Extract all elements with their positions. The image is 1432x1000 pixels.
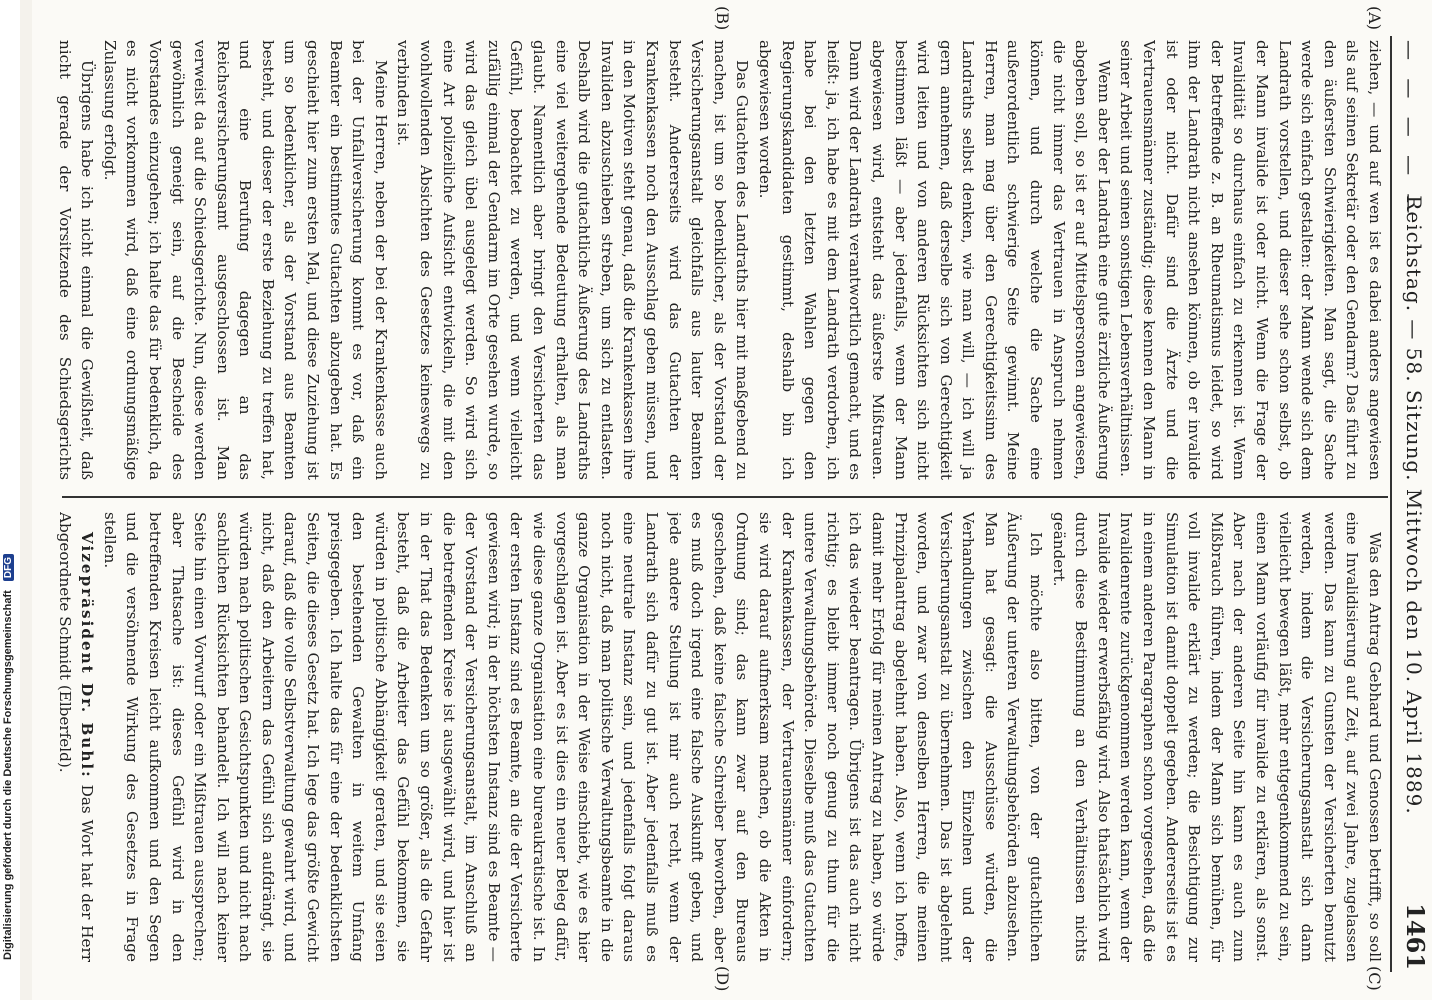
margin-marker-b: (B) [713,6,732,31]
page-number: 1461 [1401,903,1430,970]
speaker-paragraph [52,512,53,962]
margin-marker-d: (D) [713,966,732,992]
speaker-text: Das Wort hat der Herr Abgeordnete Schmidt (Elberfeld). [55,512,97,962]
paragraph: Das Gutachten des Landraths hier mit maßgebend zu machen, ist um so bedenklicher, als der Vorstand der Versicherungsanstalt gleichfalls aus lauter Beamten besteht. Andererseits wird das Gutachten der Krankenkassen noch den Ausschlag geben müssen, und in den Motiven steht genau, daß die Krankenkassen ihre Invaliden abzuschieben streben, um sich zu entlasten. Deshalb wird die gutachtliche Äußerung des Landraths eine viel weitergehende Bedeutung erhalten, als man glaubt. Namentlich aber bringt den Versicherten das Gefühl, beobachtet zu werden, und wenn vielleicht zufällig einmal der Gendarm im Orte gesehen wurde, so wird das gleich übel ausgelegt werden. So wird sich eine Art polizeiliche Aufsicht entwickeln, die mit den wohlwollenden Absichten des Gesetzes keineswegs zu verbinden ist. [394,40,752,480]
digitization-credit-strip [0,0,20,1000]
speaker-paragraph [53,512,98,962]
header-rule [1390,36,1392,972]
paragraph: Was den Antrag Gebhard und Genossen betrifft, so soll eine Invalidisierung auf Zeit, auf zwei Jahre, zugelassen werden. Das kann zu Gunsten der Versicherten benutzt werden, indem die Versicherungsanstalt sich dann vielleicht bewegen läßt, mehr entgegenkommend zu sein, einen Mann vorläufig für invalide zu erklären, als sonst. Aber nach der anderen Seite hin kann es auch zum Mißbrauch führen, indem der Mann sich bemühen, für voll invalide erklärt zu werden; die Besichtigung zur Simulation ist damit doppelt gegeben. Andererseits ist es in einem anderen Paragraphen schon vorgesehen, daß die Invalidenrente zurückgenommen werden kann, wenn der Invalide wieder erwerbsfähig wird. Also thatsächlich wird durch diese Bestimmung an den Verhältnissen nichts geändert. [1049,512,1384,962]
digitization-credit [2,0,18,1000]
paragraph: Wenn aber der Landrath eine gute ärztliche Äußerung abgeben soll, so ist er auf Mittelspersonen angewiesen, die nicht immer das Vertrauen in Anspruch nehmen können, und durch welche die Sache eine außerordentlich schwierige Seite gewinnt. Meine Herren, man mag über den Gerechtigkeitssinn des Landraths selbst denken, wie man will, — ich will ja gern annehmen, daß derselbe sich von Gerechtigkeit wird leiten und von anderen Rücksichten sich nicht bestimmen läßt — aber jedenfalls, wenn der Mann abgewiesen wird, entsteht das äußerste Mißtrauen. Dann wird der Landrath verantwortlich gemacht, und es heißt: ja, ich habe es mit dem Landrath verdorben, ich habe bei den letzten Wahlen gegen den Regierungskandidaten gestimmt, deshalb bin ich abgewiesen worden. [755,40,1113,480]
speaker-label: Vizepräsident Dr. Buhl: [78,532,97,779]
left-column [52,40,1386,480]
page-header [1394,40,1430,970]
paragraph: Übrigens habe ich nicht einmal die Gewißheit, daß nicht gerade der Vorsitzende des Schiedsgerichts [55,40,97,480]
paragraph: ziehen, — und auf wen ist es dabei anders angewiesen als auf seinen Sekretär oder den Gendarm? Das führt zu den äußersten Schwierigkeiten. Man sagt, die Sache werde sich einfach gestalten: der Mann wende sich dem Landrath vorstellen, und dieser sehe schon selbst, ob der Mann invalide ist oder nicht. Wenn die Frage der Invalidität so durchaus einfach zu erkennen ist. Wenn der Betreffende z. B. an Rheumatismus leidet, so wird ihm der Landrath nicht ansehen können, ob er invalide ist oder nicht. Dafür sind die Ärzte und die Vertrauensmänner zuständig; diese kennen den Mann in seiner Arbeit und seinen sonstigen Lebensverhältnissen. [1117,40,1384,480]
scanned-page [32,0,1432,1000]
margin-marker-a: (A) [1365,6,1384,31]
right-column [52,512,1386,962]
column-divider [62,496,1388,498]
header-dashes: — — — — — [1398,40,1422,220]
running-title: Reichstag. — 58. Sitzung. Mittwoch den 10. April 1889. [1402,195,1426,815]
dfg-logo: DFG [3,554,14,581]
credit-text: Digitalisierung gefördert durch die Deutsche Forschungsgemeinschaft [2,590,14,960]
margin-marker-c: (C) [1365,966,1384,991]
paragraph: Meine Herren, neben der bei der Krankenkasse auch bei der Unfallversicherung kommt es vor, daß ein Beamter ein bestimmtes Gutachten abzugeben hat. Es geschieht hier zum ersten Mal, und diese Zuziehung ist um so bedenklicher, als der Vorstand aus Beamten besteht, und dieser der erste Beziehung zu treffen hat, und eine Berufung dagegen an das Reichsversicherungsamt ausgeschlossen ist. Man verweist da auf die Schiedsgerichte. Nun, diese werden gewöhnlich geneigt sein, auf die Bescheide des Vorstandes einzugehen; ich halte das für bedenklich, da es nicht vorkommen wird, daß eine ordnungsmäßige Zulassung erfolgt. [100,40,390,480]
paragraph: Ich möchte also bitten, von der gutachtlichen Äußerung der unteren Verwaltungsbehörden abzusehen. Man hat gesagt: die Ausschüsse würden, die Verhandlungen zwischen den Einzelnen und der Versicherungsanstalt zu übernehmen. Das ist abgelehnt worden, und zwar von denselben Herren, die meinen Prinzipalantrag abgelehnt haben. Also, wenn ich hoffte, damit mehr Erfolg für meinen Antrag zu haben, so würde ich das wieder beantragen. Übrigens ist das auch nicht richtig; es bleibt immer noch genug zu thun für die untere Verwaltungsbehörde. Dieselbe muß das Gutachten der Krankenkassen, der Vertrauensmänner einfordern; sie wird darauf aufmerksam machen, ob die Akten in Ordnung sind; das kann zwar auf den Bureaus geschehen, daß keine falsche Schreiber beworben, aber es muß doch irgend eine falsche Auskunft geben, und jede andere Stellung ist mir auch recht, wenn der Landrath sich dafür zu gut ist. Aber jedenfalls muß es eine neutrale Instanz sein, und jedenfalls folgt daraus noch nicht, daß man politische Verwaltungsbeamte in die ganze Organisation in der Weise einschiebt, wie es hier vorgeschlagen ist. Aber es ist dies ein neuer Beleg dafür, wie diese ganze Organisation eine bureaukratische ist. In der ersten Instanz sind es Beamte, an die der Versicherte gewiesen wird; in der höchsten Instanz sind es Beamte — der Vorstand der Versicherungsanstalt, im Anschluß an die betreffenden Kreise ist ausgewählt wird, und hier ist in der That das Bedenken um so größer, als die Gefahr besteht, daß die Arbeiter das Gefühl bekommen, sie würden in politische Abhängigkeit geraten, und sie seien den bestehenden Gewalten in weitem Umfang preisgegeben. Ich halte das für eine der bedenklichsten Seiten, die dieses Gesetz hat. Ich lege das größte Gewicht darauf, daß die volle Selbstverwaltung gewahrt wird, und nicht, daß den Arbeitern das Gefühl sich aufdrängt, sie würden nach politischen Gesichtspunkten und nicht nach sachlichen Rücksichten behandelt. Ich will nach keiner Seite hin einen Vorwurf oder ein Mißtrauen aussprechen; aber Thatsache ist: dieses Gefühl wird in den betreffenden Kreisen leicht aufkommen und den Segen und die versöhnende Wirkung des Gesetzes in Frage stellen. [100,512,1046,962]
